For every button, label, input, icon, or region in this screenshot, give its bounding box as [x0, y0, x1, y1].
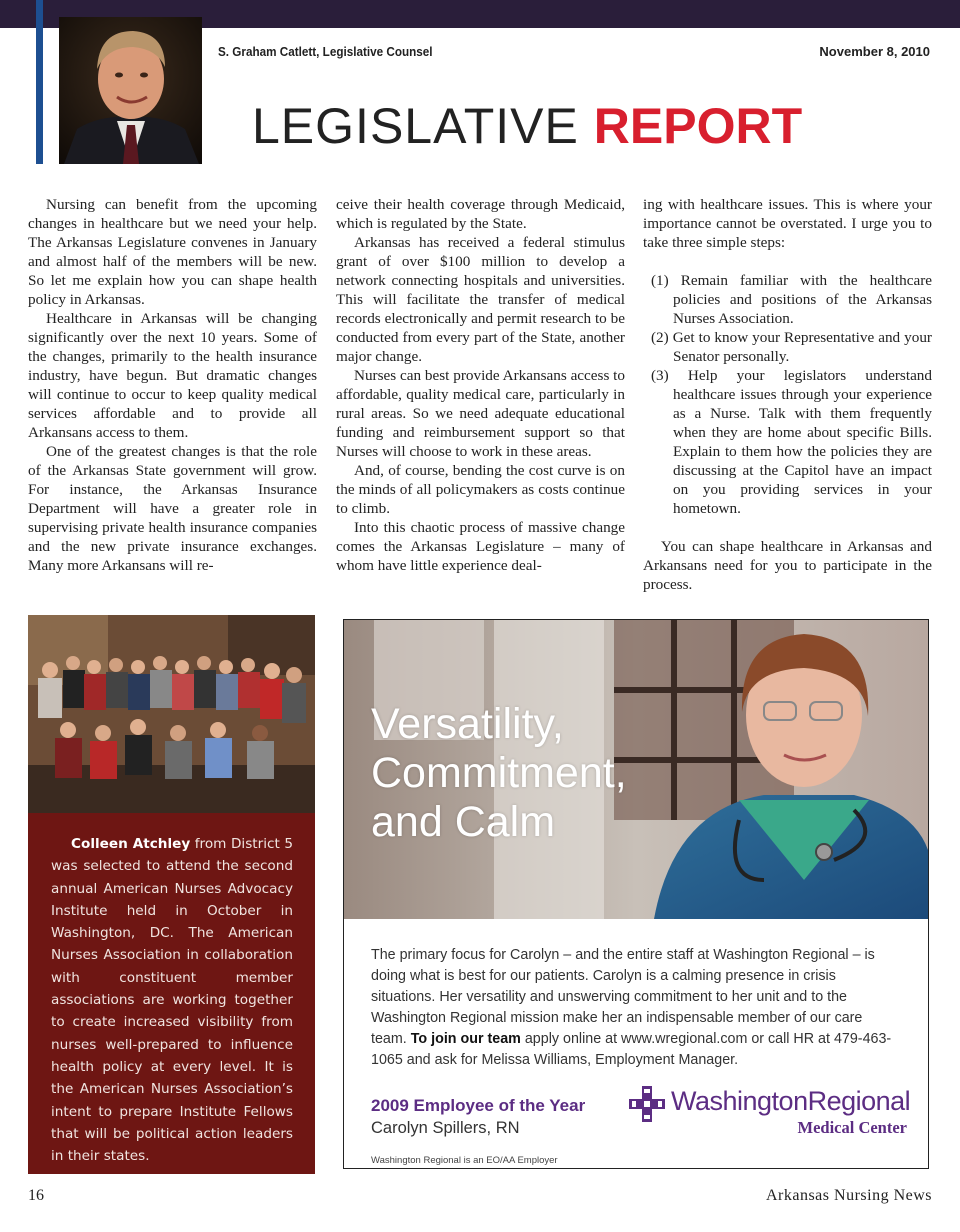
ad-body-text: The primary focus for Carolyn – and the entire staff at Washington Regional – is doing what is best for our patients. Carolyn is a calming presence in crisis situations. Her versatility and unswerving commitment to her unit and to the Washington Regional mission make her an indispensable member of our care team. — [371, 947, 875, 1047]
blue-accent-bar — [36, 0, 43, 164]
paragraph: Nursing can benefit from the upcoming changes in healthcare but we need your help. The Arkansas Legislature convenes in January and almost half of the members will be new. So let me explain how you can shape health policy in Arkansas. — [28, 196, 317, 308]
list-item: (3) Help your legislators understand healthcare issues through your experience as a Nurse. Talk with them frequently when they are home about specific Bills. Explain to them how the policies they are discussing at the Capitol have an impact on you providing services in your hometown. — [651, 367, 932, 517]
headline-line: Versatility, — [371, 700, 564, 748]
article-column-3 — [643, 195, 932, 594]
paragraph: Into this chaotic process of massive change comes the Arkansas Legislature – many of whom have little experience deal- — [336, 519, 625, 574]
author-portrait — [59, 17, 202, 164]
recruitment-ad — [343, 619, 929, 1169]
page-number: 16 — [28, 1187, 44, 1204]
paragraph: And, of course, bending the cost curve is on the minds of all policymakers as costs continue to climb. — [336, 462, 625, 517]
logo-subtitle: Medical Center — [797, 1118, 907, 1137]
logo-name: WashingtonRegional — [671, 1086, 911, 1116]
article-column-1 — [28, 195, 317, 575]
byline: S. Graham Catlett, Legislative Counsel — [218, 44, 433, 59]
group-photo — [28, 615, 315, 813]
cross-logo-icon — [629, 1086, 665, 1122]
issue-date: November 8, 2010 — [819, 44, 930, 59]
headline-line: Commitment, — [371, 749, 627, 797]
ad-body — [371, 945, 901, 1071]
paragraph: Arkansas has received a federal stimulus grant of over $100 million to develop a network connecting hospitals and universities. This will facilitate the transfer of medical records electronically and permit research to be conducted from every part of the State, another major change. — [336, 234, 625, 365]
paragraph: Healthcare in Arkansas will be changing significantly over the next 10 years. Some of the changes, primarily to the health insurance industry, have begun. But dramatic changes will continue to occur to keep quality medical services affordable and to provide all Arkansans access to them. — [28, 310, 317, 441]
paragraph: ing with healthcare issues. This is where your importance cannot be overstated. I urge you to take three simple steps: — [643, 196, 932, 251]
list-item: (2) Get to know your Representative and your Senator personally. — [651, 329, 932, 365]
headline-line: and Calm — [371, 798, 556, 846]
title-light: LEGISLATIVE — [252, 98, 579, 154]
title-bold: REPORT — [593, 98, 803, 154]
caption-text: from District 5 was selected to attend the second annual American Nurses Advocacy Institute held in October in Washington, DC. The American Nurses Association in collaboration with constituent member associations are working together to create increased visibility from nurses well-prepared to influence health policy at every level. It is the American Nurses Association’s intent to prepare Institute Fellows that will be political action leaders in their states. — [51, 836, 293, 1165]
awardee-name: Carolyn Spillers, RN — [371, 1119, 520, 1137]
paragraph: One of the greatest changes is that the role of the Arkansas State government will grow. For instance, the Arkansas Insurance Department will have a greater role in supervising private health insurance companies and the new private insurance exchanges. Many more Arkansans will re- — [28, 443, 317, 574]
ad-headline — [371, 700, 627, 847]
eoe-statement: Washington Regional is an EO/AA Employer — [371, 1155, 558, 1166]
steps-list — [643, 271, 932, 518]
report-title — [252, 98, 802, 154]
paragraph: ceive their health coverage through Medicaid, which is regulated by the State. — [336, 196, 625, 232]
article-column-2 — [336, 195, 625, 575]
member-name: Colleen Atchley — [71, 836, 191, 852]
award-title: 2009 Employee of the Year — [371, 1096, 586, 1115]
sidebar-caption — [28, 813, 315, 1174]
list-item: (1) Remain familiar with the healthcare policies and positions of the Arkansas Nurses Association. — [651, 272, 932, 327]
washington-regional-logo — [629, 1086, 911, 1142]
join-team-callout: To join our team — [410, 1031, 521, 1047]
ad-photo — [344, 620, 928, 919]
paragraph: Nurses can best provide Arkansans access to affordable, quality medical care, particularly in rural areas. So we need adequate educational funding and reimbursement support so that Nurses will choose to work in these areas. — [336, 367, 625, 460]
paragraph: You can shape healthcare in Arkansas and Arkansans need for you to participate in the process. — [643, 538, 932, 593]
publication-name: Arkansas Nursing News — [765, 1187, 932, 1204]
ad-body-text: apply online at www.wregional.com or call HR at 479-463-1065 and ask for Melissa Williams, Employment Manager. — [371, 1031, 892, 1068]
